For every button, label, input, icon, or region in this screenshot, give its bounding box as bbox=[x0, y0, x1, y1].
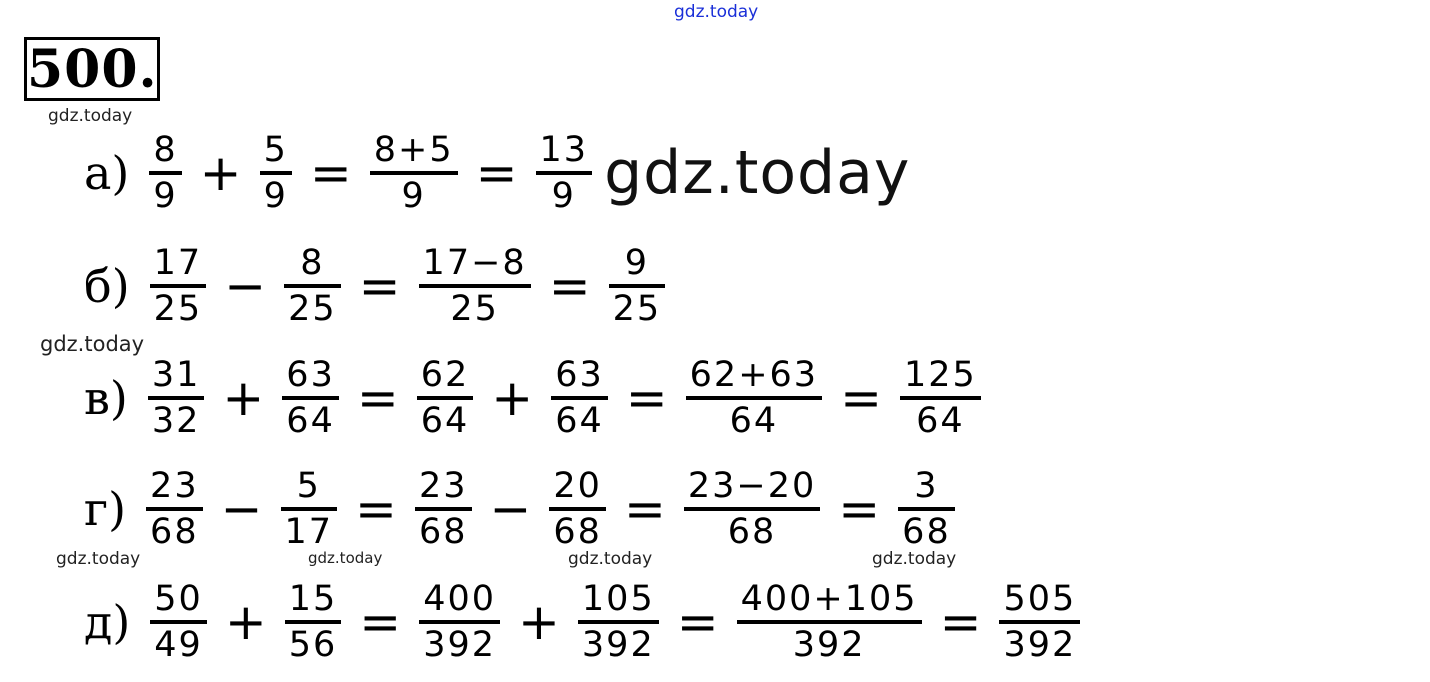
numerator: 62+63 bbox=[689, 355, 819, 395]
numerator: 23−20 bbox=[687, 466, 817, 506]
denominator: 64 bbox=[555, 401, 604, 441]
denominator: 64 bbox=[420, 401, 470, 441]
operator: + bbox=[224, 593, 267, 651]
numerator: 50 bbox=[154, 579, 203, 619]
operator: − bbox=[489, 480, 532, 538]
numerator: 8 bbox=[300, 243, 325, 283]
denominator: 9 bbox=[153, 176, 178, 216]
operator: = bbox=[939, 593, 982, 651]
operator: + bbox=[222, 369, 265, 427]
fraction bbox=[999, 578, 1080, 666]
watermark-top: gdz.today bbox=[674, 2, 759, 22]
operator: + bbox=[491, 369, 534, 427]
numerator: 3 bbox=[914, 466, 939, 506]
numerator: 5 bbox=[296, 466, 321, 506]
watermark: gdz.today bbox=[56, 549, 141, 569]
watermark: gdz.today bbox=[40, 332, 145, 356]
fraction bbox=[684, 465, 820, 553]
equation-b bbox=[84, 226, 673, 346]
denominator: 68 bbox=[902, 512, 951, 552]
denominator: 56 bbox=[288, 625, 338, 665]
watermark: gdz.today bbox=[48, 106, 133, 126]
numerator: 63 bbox=[286, 355, 335, 395]
numerator: 23 bbox=[150, 466, 199, 506]
denominator: 25 bbox=[450, 289, 499, 329]
operator: = bbox=[356, 369, 399, 427]
operator: − bbox=[220, 480, 263, 538]
watermark: gdz.today bbox=[308, 549, 383, 567]
fraction bbox=[150, 578, 207, 666]
watermark: gdz.today bbox=[872, 549, 957, 569]
denominator: 49 bbox=[154, 625, 203, 665]
numerator: 63 bbox=[555, 355, 604, 395]
numerator: 13 bbox=[539, 130, 589, 170]
fraction bbox=[578, 578, 659, 666]
denominator: 68 bbox=[418, 512, 468, 552]
fraction bbox=[609, 242, 666, 330]
denominator: 64 bbox=[286, 401, 335, 441]
denominator: 64 bbox=[729, 401, 779, 441]
numerator: 15 bbox=[288, 579, 338, 619]
denominator: 9 bbox=[263, 176, 288, 216]
numerator: 105 bbox=[581, 579, 655, 619]
fraction bbox=[370, 129, 458, 217]
denominator: 68 bbox=[150, 512, 199, 552]
numerator: 9 bbox=[624, 243, 649, 283]
denominator: 25 bbox=[612, 289, 662, 329]
numerator: 125 bbox=[903, 355, 977, 395]
fraction bbox=[900, 354, 981, 442]
numerator: 23 bbox=[418, 466, 468, 506]
denominator: 25 bbox=[153, 289, 203, 329]
denominator: 392 bbox=[423, 625, 496, 665]
item-label: г) bbox=[84, 482, 127, 536]
denominator: 392 bbox=[792, 625, 866, 665]
fraction bbox=[148, 354, 205, 442]
operator: = bbox=[838, 480, 881, 538]
operator: = bbox=[840, 369, 882, 427]
numerator: 5 bbox=[263, 130, 288, 170]
operator: = bbox=[358, 257, 401, 315]
item-label: д) bbox=[84, 595, 131, 649]
watermark-inline: gdz.today bbox=[604, 138, 911, 208]
numerator: 17 bbox=[153, 243, 203, 283]
operator: + bbox=[518, 593, 560, 651]
problem-number: 500. bbox=[24, 37, 160, 101]
fraction bbox=[149, 129, 181, 217]
item-label: в) bbox=[84, 371, 128, 425]
equation-v bbox=[84, 338, 989, 458]
fraction bbox=[146, 465, 203, 553]
numerator: 17−8 bbox=[422, 243, 527, 283]
fraction bbox=[150, 242, 207, 330]
fraction bbox=[417, 354, 474, 442]
operator: + bbox=[199, 144, 242, 202]
denominator: 68 bbox=[727, 512, 777, 552]
numerator: 31 bbox=[151, 355, 201, 395]
numerator: 20 bbox=[553, 466, 602, 506]
operator: = bbox=[309, 144, 352, 202]
fraction bbox=[898, 465, 955, 553]
operator: − bbox=[224, 257, 267, 315]
operator: = bbox=[623, 480, 666, 538]
denominator: 392 bbox=[581, 625, 655, 665]
numerator: 400+105 bbox=[740, 579, 918, 619]
fraction bbox=[536, 129, 593, 217]
numerator: 8 bbox=[153, 130, 178, 170]
denominator: 68 bbox=[553, 512, 602, 552]
fraction bbox=[737, 578, 922, 666]
fraction bbox=[551, 354, 608, 442]
equation-d bbox=[84, 562, 1088, 682]
denominator: 392 bbox=[1003, 625, 1077, 665]
denominator: 32 bbox=[151, 401, 201, 441]
numerator: 400 bbox=[423, 579, 496, 619]
numerator: 505 bbox=[1003, 579, 1077, 619]
denominator: 25 bbox=[288, 289, 337, 329]
operator: = bbox=[676, 593, 719, 651]
item-label: б) bbox=[84, 259, 130, 313]
equation-a bbox=[84, 113, 910, 233]
fraction bbox=[282, 354, 339, 442]
denominator: 64 bbox=[916, 401, 965, 441]
operator: = bbox=[475, 144, 518, 202]
fraction bbox=[285, 578, 342, 666]
fraction bbox=[281, 465, 338, 553]
operator: = bbox=[548, 257, 591, 315]
denominator: 17 bbox=[284, 512, 334, 552]
fraction bbox=[419, 578, 500, 666]
numerator: 62 bbox=[420, 355, 470, 395]
fraction bbox=[686, 354, 822, 442]
fraction bbox=[549, 465, 606, 553]
fraction bbox=[419, 242, 531, 330]
denominator: 9 bbox=[401, 176, 426, 216]
numerator: 8+5 bbox=[373, 130, 454, 170]
operator: = bbox=[359, 593, 402, 651]
fraction bbox=[415, 465, 472, 553]
fraction bbox=[260, 129, 292, 217]
denominator: 9 bbox=[551, 176, 576, 216]
item-label: а) bbox=[84, 146, 130, 200]
operator: = bbox=[355, 480, 397, 538]
equation-g bbox=[84, 449, 963, 569]
watermark: gdz.today bbox=[568, 549, 653, 569]
operator: = bbox=[625, 369, 668, 427]
fraction bbox=[284, 242, 341, 330]
